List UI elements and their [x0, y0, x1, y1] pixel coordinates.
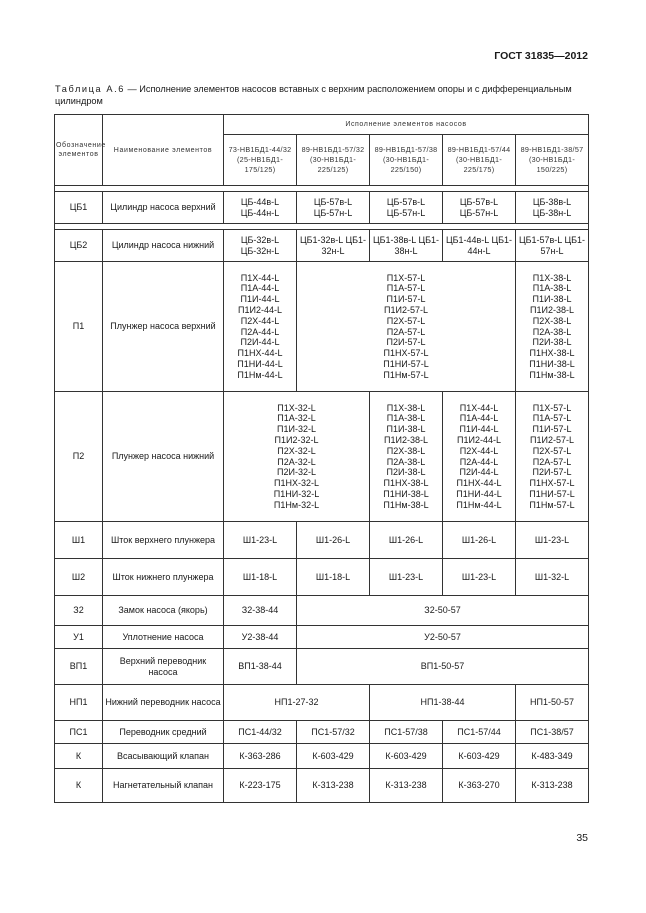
cell: Ш1-32-L	[516, 559, 589, 596]
cell-list-item: П2И-32-L	[277, 467, 316, 478]
cell-list-item: П2Х-38-L	[386, 445, 426, 456]
row-code: К	[55, 769, 103, 803]
cell-list-item: П2А-44-L	[459, 456, 499, 467]
cell-list-item: П1Нм-44-L	[237, 369, 283, 380]
cell: К-363-286	[224, 744, 297, 769]
table-caption	[55, 83, 595, 107]
cell-list-item: П1И2-38-L	[384, 434, 428, 445]
table-row	[55, 596, 589, 626]
cell-list-item: П1НХ-44-L	[237, 348, 283, 359]
cell-list-item: П1Нм-57-L	[383, 369, 429, 380]
cell-list-item: П1И-38-L	[386, 424, 426, 435]
table-row	[55, 744, 589, 769]
cell-list-item: П1И2-44-L	[457, 434, 501, 445]
cell-list-item: П1А-44-L	[240, 283, 280, 294]
table-row	[55, 230, 589, 262]
cell-list-item: П1А-32-L	[277, 413, 316, 424]
cell: К-363-270	[443, 769, 516, 803]
cell: НП1-27-32	[224, 685, 370, 721]
cell-list-item: П1Х-44-L	[240, 272, 280, 283]
cell-list-item: П1НИ-32-L	[273, 488, 320, 499]
cell-list-item: П1И-57-L	[386, 294, 426, 305]
cell-list-item: П1Х-38-L	[386, 402, 426, 413]
row-code: Ш2	[55, 559, 103, 596]
cell-list-item: П1Нм-57-L	[529, 499, 575, 510]
row-name: Плунжер насоса верхний	[103, 262, 224, 392]
table-row	[55, 262, 589, 392]
cell-list-item: П1И2-57-L	[384, 304, 428, 315]
cell: К-313-238	[297, 769, 370, 803]
cell-list-item: П1И2-44-L	[238, 304, 282, 315]
cell: Ш1-23-L	[443, 559, 516, 596]
table-caption-prefix: Таблица А.6	[55, 84, 125, 94]
cell-list-item: П2Х-44-L	[240, 315, 280, 326]
cell-list-item: П1И2-32-L	[274, 434, 319, 445]
header-variant-2: 89-НВ1БД1-57/32 (30-НВ1БД1-225/125)	[297, 135, 370, 186]
cell: ПС1-44/32	[224, 721, 297, 744]
cell-list-item: П1А-57-L	[532, 413, 572, 424]
row-code: П1	[55, 262, 103, 392]
cell-list-item: П2А-57-L	[386, 326, 426, 337]
header-variant-5: 89-НВ1БД1-38/57 (30-НВ1БД1-150/225)	[516, 135, 589, 186]
row-code: ЦБ2	[55, 230, 103, 262]
cell-list	[224, 392, 370, 522]
cell-list-item: П2А-32-L	[277, 456, 316, 467]
cell-list-item: П2И-44-L	[240, 337, 280, 348]
cell-list-item: П2Х-57-L	[386, 315, 426, 326]
row-code: К	[55, 744, 103, 769]
cell: ВП1-38-44	[224, 649, 297, 685]
cell-list-item: П2И-57-L	[386, 337, 426, 348]
cell-list-item: П1Нм-32-L	[273, 499, 320, 510]
cell-list-item: П1НИ-38-L	[529, 358, 575, 369]
cell: ЦБ-57в-L ЦБ-57н-L	[443, 192, 516, 224]
row-name: Переводник средний	[103, 721, 224, 744]
cell: ЦБ-44в-L ЦБ-44н-L	[224, 192, 297, 224]
cell-list-item: П1Х-32-L	[277, 402, 316, 413]
cell-list	[370, 392, 443, 522]
table-row	[55, 626, 589, 649]
cell: Ш1-26-L	[370, 522, 443, 559]
cell: Ш1-23-L	[370, 559, 443, 596]
cell-list-item: П1Нм-38-L	[529, 369, 575, 380]
row-code: Ш1	[55, 522, 103, 559]
cell-list-item: П2А-57-L	[532, 456, 572, 467]
row-name: Нагнетательный клапан	[103, 769, 224, 803]
cell: ЦБ1-57в-L ЦБ1-57н-L	[516, 230, 589, 262]
cell-list-item: П1И2-38-L	[530, 304, 574, 315]
row-code: НП1	[55, 685, 103, 721]
cell-list-item: П1НИ-57-L	[529, 488, 575, 499]
cell-list-item: П1Х-44-L	[459, 402, 499, 413]
cell-list-item: П1НИ-44-L	[456, 488, 502, 499]
row-code: З2	[55, 596, 103, 626]
row-name: Замок насоса (якорь)	[103, 596, 224, 626]
standard-designation: ГОСТ 31835—2012	[494, 50, 588, 62]
cell: Ш1-23-L	[224, 522, 297, 559]
cell-list-item: П1НХ-44-L	[456, 478, 502, 489]
cell-list-item: П1А-38-L	[386, 413, 426, 424]
cell-list-item: П1НХ-38-L	[383, 478, 429, 489]
cell-list-item: П1НХ-57-L	[383, 348, 429, 359]
cell: ЦБ-57в-L ЦБ-57н-L	[370, 192, 443, 224]
cell: ПС1-38/57	[516, 721, 589, 744]
row-code: ПС1	[55, 721, 103, 744]
row-code: П2	[55, 392, 103, 522]
cell-list	[297, 262, 516, 392]
cell: ПС1-57/44	[443, 721, 516, 744]
header-code: Обозначение элементов	[55, 115, 103, 186]
table-row	[55, 685, 589, 721]
cell: З2-50-57	[297, 596, 589, 626]
cell-list-item: П1НХ-32-L	[274, 478, 319, 489]
cell-list-item: П1И-44-L	[240, 294, 280, 305]
cell-list-item: П1Нм-44-L	[456, 499, 502, 510]
cell: ЦБ1-44в-L ЦБ1-44н-L	[443, 230, 516, 262]
cell-list-item: П1НИ-57-L	[383, 358, 429, 369]
row-name: Уплотнение насоса	[103, 626, 224, 649]
cell-list-item: П1Х-57-L	[532, 402, 572, 413]
cell-list	[516, 392, 589, 522]
cell-list-item: П1Х-57-L	[386, 272, 426, 283]
cell: К-603-429	[370, 744, 443, 769]
cell: К-603-429	[443, 744, 516, 769]
cell-list-item: П1Нм-38-L	[383, 499, 429, 510]
cell-list-item: П2А-38-L	[386, 456, 426, 467]
cell-list	[224, 262, 297, 392]
row-name: Шток нижнего плунжера	[103, 559, 224, 596]
cell: ЦБ-38в-L ЦБ-38н-L	[516, 192, 589, 224]
cell: З2-38-44	[224, 596, 297, 626]
row-name: Плунжер насоса нижний	[103, 392, 224, 522]
cell-list-item: П1А-38-L	[532, 283, 572, 294]
cell: ЦБ1-32в-L ЦБ1-32н-L	[297, 230, 370, 262]
cell-list-item: П2Х-38-L	[532, 315, 572, 326]
row-name: Шток верхнего плунжера	[103, 522, 224, 559]
cell: ВП1-50-57	[297, 649, 589, 685]
header-variant-3: 89-НВ1БД1-57/38 (30-НВ1БД1-225/150)	[370, 135, 443, 186]
row-name: Верхний переводник насоса	[103, 649, 224, 685]
cell: ЦБ1-38в-L ЦБ1-38н-L	[370, 230, 443, 262]
cell-list-item: П1А-57-L	[386, 283, 426, 294]
row-name: Нижний переводник насоса	[103, 685, 224, 721]
cell: Ш1-18-L	[224, 559, 297, 596]
cell-list-item: П2А-44-L	[240, 326, 280, 337]
cell: Ш1-26-L	[297, 522, 370, 559]
row-code: ЦБ1	[55, 192, 103, 224]
row-name: Всасывающий клапан	[103, 744, 224, 769]
table-row	[55, 192, 589, 224]
cell: ЦБ-32в-L ЦБ-32н-L	[224, 230, 297, 262]
table-caption-text: — Исполнение элементов насосов вставных с верхним расположением опоры и с дифференциальным цилиндром	[55, 84, 572, 106]
cell-list-item: П1Х-38-L	[532, 272, 572, 283]
table-row	[55, 522, 589, 559]
cell-list	[443, 392, 516, 522]
cell-list	[516, 262, 589, 392]
cell: К-223-175	[224, 769, 297, 803]
cell: ПС1-57/32	[297, 721, 370, 744]
row-name: Цилиндр насоса нижний	[103, 230, 224, 262]
table-row	[55, 559, 589, 596]
cell-list-item: П2Х-44-L	[459, 445, 499, 456]
row-code: У1	[55, 626, 103, 649]
cell: НП1-38-44	[370, 685, 516, 721]
row-code: ВП1	[55, 649, 103, 685]
page-number: 35	[576, 832, 588, 844]
cell-list-item: П2И-44-L	[459, 467, 499, 478]
cell-list-item: П1И-44-L	[459, 424, 499, 435]
cell: ПС1-57/38	[370, 721, 443, 744]
cell-list-item: П2Х-57-L	[532, 445, 572, 456]
cell-list-item: П2И-38-L	[532, 337, 572, 348]
cell: Ш1-26-L	[443, 522, 516, 559]
cell: У2-38-44	[224, 626, 297, 649]
cell-list-item: П2А-38-L	[532, 326, 572, 337]
header-name: Наименование элементов	[103, 115, 224, 186]
cell-list-item: П1НИ-38-L	[383, 488, 429, 499]
cell-list-item: П1И-38-L	[532, 294, 572, 305]
cell: Ш1-18-L	[297, 559, 370, 596]
cell-list-item: П2Х-32-L	[277, 445, 316, 456]
header-variant-4: 89-НВ1БД1-57/44 (30-НВ1БД1-225/175)	[443, 135, 516, 186]
cell-list-item: П2И-38-L	[386, 467, 426, 478]
cell-list-item: П1НХ-38-L	[529, 348, 575, 359]
header-group: Исполнение элементов насосов	[224, 115, 589, 135]
cell: ЦБ-57в-L ЦБ-57н-L	[297, 192, 370, 224]
table-row	[55, 649, 589, 685]
table-row	[55, 769, 589, 803]
cell-list-item: П1А-44-L	[459, 413, 499, 424]
cell: У2-50-57	[297, 626, 589, 649]
table-row	[55, 392, 589, 522]
table-row	[55, 721, 589, 744]
cell: Ш1-23-L	[516, 522, 589, 559]
cell: К-483-349	[516, 744, 589, 769]
cell-list-item: П1НИ-44-L	[237, 358, 283, 369]
cell-list-item: П1И-32-L	[277, 424, 316, 435]
cell: К-313-238	[370, 769, 443, 803]
header-variant-1: 73-НВ1БД1-44/32 (25-НВ1БД1-175/125)	[224, 135, 297, 186]
pump-elements-table	[54, 114, 589, 803]
cell-list-item: П1НХ-57-L	[529, 478, 575, 489]
cell-list-item: П1И-57-L	[532, 424, 572, 435]
cell: К-313-238	[516, 769, 589, 803]
cell-list-item: П2И-57-L	[532, 467, 572, 478]
cell: К-603-429	[297, 744, 370, 769]
cell-list-item: П1И2-57-L	[530, 434, 574, 445]
cell: НП1-50-57	[516, 685, 589, 721]
row-name: Цилиндр насоса верхний	[103, 192, 224, 224]
